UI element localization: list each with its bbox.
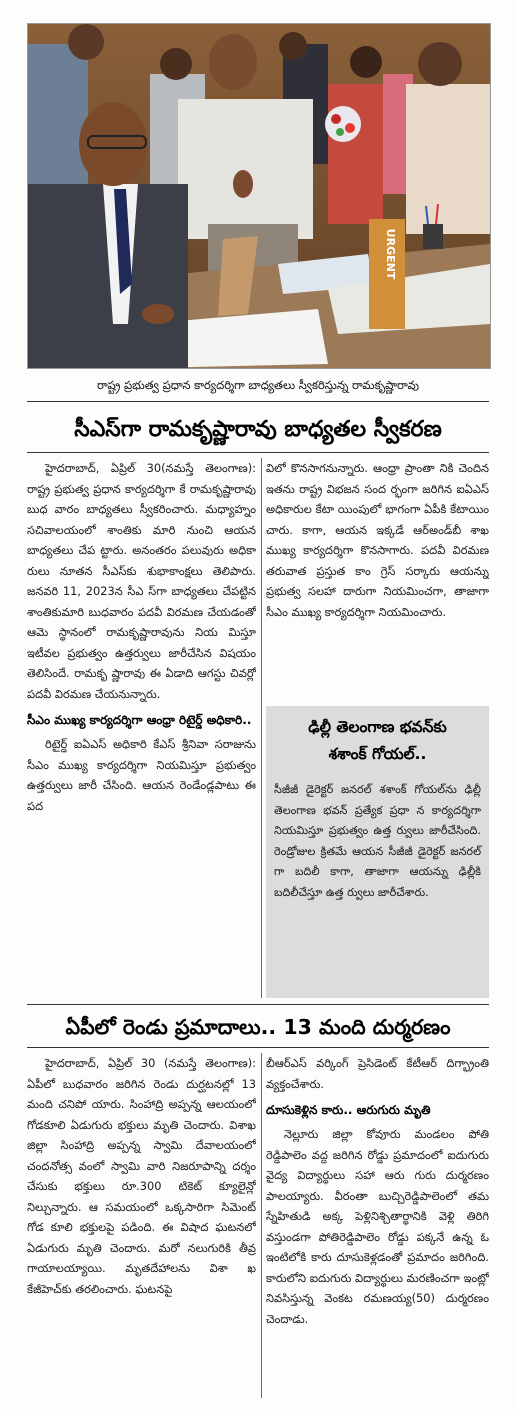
divider-rule [27, 452, 489, 453]
story2-headline: ఏపీలో రెండు ప్రమాదాలు.. 13 మంది దుర్మరణం [65, 1015, 451, 1039]
divider-rule [27, 401, 489, 402]
divider-rule [27, 1047, 489, 1048]
box-body: సీజీజీ డైరెక్టర్ జనరల్ శశాంక్ గోయల్‌ను ఢిల్లీ తెలంగాణ భవన్ ప్రత్యేక ప్రధా న కార్యదర్శిగా నియమిస్తూ ప్రభుత్వం ఉత్త ర్వులు జారీచేసింది. రెండ్రోజుల క్రితమే ఆయన సీజీజీ డైరెక్టర్ జనరల్ గా బదిలీ కాగా, తాజాగా ఆయన్ను ఢిల్లీకి బదిలీచేస్తూ ఉత్త ర్వులు జారీచేశారు. [274, 783, 481, 899]
story2-subhead: దూసుకెళ్లిన కారు.. ఆరుగురు మృతి [266, 1103, 431, 1117]
urgent-folder-label: URGENT [384, 228, 397, 280]
story1-left-paragraph-2: రిటైర్డ్ ఐఏఎస్ అధికారి కేఎస్ శ్రీనివా సరాజును సీఎం ముఖ్య కార్యదర్శిగా నియమిస్తూ ప్రభుత్వం ఉత్తర్వులు జారీ చేసింది. ఆయన రెండేండ్లపాటు ఈ పద [27, 737, 256, 813]
story2-right-paragraph-2: నెల్లూరు జిల్లా కోవూరు మండలం పోతి రెడ్డిపాలెం వద్ద జరిగిన రోడ్డు ప్రమాదంలో ఐదుగురు వైద్య విద్యార్థులు సహా ఆరు గురు దుర్మరణం పాలయ్యారు. వీరంతా బుచ్చిరెడ్డిపాలెంలో తమ స్నేహితుడి అక్క పెళ్లినిశ్చితార్థానికి వెళ్లి తిరిగి వస్తుండగా పోతిరెడ్డిపాలెం రోడ్డు పక్కనే ఉన్న ఓ ఇంటిలోకి కారు దూసుకెళ్లడంతో ప్రమాదం జరిగింది. కారులోని ఐదుగురు విద్యార్థులు మరణించగా ఇంట్లో నివసిస్తున్న వెంకట రమణయ్య(50) దుర్మరణం చెందాడు. [266, 1127, 489, 1326]
story1-right-column [266, 458, 489, 698]
divider-rule [27, 1004, 489, 1005]
story2-left-column [27, 1053, 256, 1398]
photo-caption: రాష్ట్ర ప్రభుత్వ ప్రధాన కార్యదర్శిగా బాధ్యతలు స్వీకరిస్తున్న రామకృష్ణారావు [97, 378, 419, 392]
story2-right-paragraph: బీఆర్ఎస్ వర్కింగ్ ప్రెసిడెంట్ కేటీఆర్ దిగ్భ్రాంతి వ్యక్తంచేశారు. [266, 1056, 489, 1091]
box-headline-line1: ఢిల్లీ తెలంగాణ భవన్‌కు [308, 718, 447, 736]
story1-right-paragraph: విలో కొనసాగనున్నారు. ఆంధ్రా ప్రాంతా నికి చెందిన ఇతను రాష్ట్ర విభజన సంద ర్భంగా జరిగిన ఐఏఎస్ అధికారుల కేటా యింపులో భాగంగా ఏపీకి కేటాయిం చారు. కాగా, ఆయన ఇక్కడే ఆర్‌అండ్‌బీ శాఖ ముఖ్య కార్యదర్శిగా కొనసాగారు. పదవీ విరమణ తరువాత ప్రస్తుత కాం గ్రెస్ సర్కారు ఆయన్ను ప్రభుత్వ సలహా దారుగా నియమించగా, తాజాగా సీఎం ముఖ్య కార్యదర్శిగా నియమించారు. [266, 461, 489, 619]
news-photo [27, 23, 491, 369]
story1-left-column [27, 458, 256, 978]
column-separator [261, 1053, 262, 1398]
story1-left-paragraph: హైదరాబాద్, ఏప్రిల్ 30(నమస్తే తెలంగాణ): రాష్ట్ర ప్రభుత్వ ప్రధాన కార్యదర్శిగా కే రామకృష్ణారావు బుధ వారం బాధ్యతలు స్వీకరించారు. మధ్యాహ్నం సచివాలయంలో శాంతికు మారి నుంచి ఆయన బాధ్యతలు చేప ట్టారు. అనంతరం పలువురు అధికా రులు నూతన సీఎస్‌కు శుభాకాంక్షలు తెలిపారు. జనవరి 11, 2023న సీఎ స్‌గా బాధ్యతలు చేపట్టిన శాంతికుమారి బుధవారం పదవీ విరమణ చేయడంతో ఆమె స్థానంలో రామకృష్ణారావును నియ మిస్తూ ఇటీవల ప్రభుత్వం ఉత్తర్వులు జారీచేసిన విషయం తెలిసిందే. రామకృ ష్ణారావు ఈ ఏడాది ఆగస్టు చివర్లో పదవీ విరమణ చేయనున్నారు. [27, 461, 256, 701]
box-headline-line2: శశాంక్ గోయల్.. [328, 745, 427, 763]
box-headline [266, 714, 489, 768]
story2-left-paragraph: హైదరాబాద్, ఏప్రిల్ 30 (నమస్తే తెలంగాణ): ఏపీలో బుధవారం జరిగిన రెండు దుర్ఘటనల్లో 13 మంది చనిపో యారు. సింహాద్రి అప్పన్న ఆలయంలో గోడకూలి ఏడుగురు భక్తులు మృతి చెందారు. విశాఖ జిల్లా సింహాద్రి అప్పన్న స్వామి దేవాలయంలో చందనోత్స వంలో స్వామి వారి నిజరూపాన్ని దర్శం చేసుకు భక్తులు రూ.300 టికెట్ క్యూలైన్లో నిల్చున్నారు. ఆ సమయంలో ఒక్కసారిగా సిమెంట్ గోడ కూలి భక్తులపై పడింది. ఈ విషాద ఘటనలో ఏడుగురు మృతి చెందారు. మరో నలుగురికి తీవ్ర గాయాలయ్యాయి. మృతదేహాలను విశా ఖ కేజీహెచ్‌కు తరలించారు. ఘటనపై [27, 1056, 256, 1296]
sidebar-news-box [266, 706, 489, 998]
column-separator [261, 458, 262, 998]
story2-right-column [266, 1053, 489, 1398]
story1-subhead: సీఎం ముఖ్య కార్యదర్శిగా ఆంధ్రా రిటైర్డ్ అధికారి.. [27, 713, 252, 727]
story1-headline: సీఎస్‌గా రామకృష్ణారావు బాధ్యతల స్వీకరణ [74, 417, 442, 442]
office-scene-illustration [28, 24, 490, 368]
